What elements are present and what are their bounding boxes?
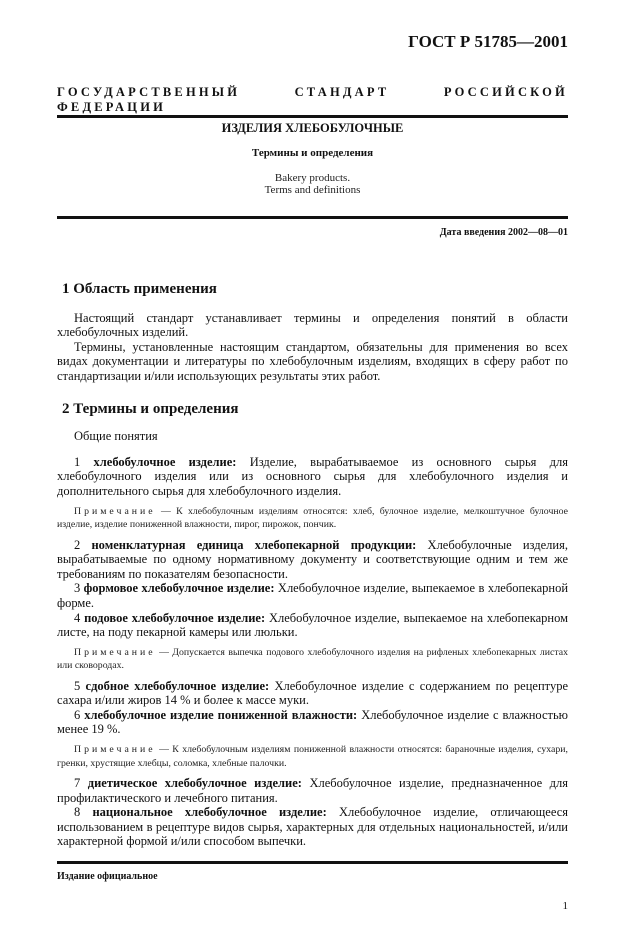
document-subtitle: Термины и определения — [251, 147, 374, 159]
term-list — [57, 455, 568, 849]
term-item — [57, 679, 568, 708]
note-text: — Допускается выпечка подового хлебобулочного изделия на рифленых хлебопекарных листах или сковородах. — [57, 646, 568, 672]
term-definition: Хлебобулочное изделие, выпекаемое в хлебопекарной форме. — [57, 581, 569, 610]
term-definition: Хлебобулочное изделие с содержанием по рецептуре сахара и/или жиров 14 % и более к массе муки. — [57, 678, 568, 708]
note-text: — К хлебобулочным изделиям относятся: хлеб, булочное изделие, мелкоштучное булочное изделие, изделие пониженной влажности, пирог, пирожок, пончик. — [57, 505, 568, 531]
term-definition: Хлебобулочное изделие, отличающееся использованием в рецептуре видов сырья, характерных для отдельных национальностей, и/или характерной формой и/или способом выпечки. — [57, 805, 568, 849]
term-definition: Хлебобулочное изделие, выпекаемое на хлебопекарном листе, на поду пекарной камеры или люльки. — [57, 610, 569, 640]
standard-code: ГОСТ Р 51785—2001 — [408, 32, 568, 51]
term-number: 5 — [74, 678, 81, 693]
document-title: ИЗДЕЛИЯ ХЛЕБОБУЛОЧНЫЕ — [221, 121, 404, 135]
group-heading: Общие понятия — [74, 429, 158, 444]
section-heading: 2 Термины и определения — [62, 400, 239, 417]
edition-label: Издание официальное — [57, 871, 158, 883]
note-text: — К хлебобулочным изделиям пониженной влажности относятся: бараночные изделия, сухари, гренки, хрустящие хлебцы, соломка, хлебные палочки. — [57, 744, 568, 769]
term-definition: Хлебобулочное изделие с влажностью менее 19 %. — [57, 707, 569, 737]
term-item — [57, 538, 568, 582]
term-number: 2 — [74, 537, 81, 552]
term-name: диетическое хлебобулочное изделие: — [87, 776, 302, 791]
term-item — [57, 776, 568, 805]
term-item — [57, 805, 568, 849]
term-item — [57, 611, 568, 640]
term-number: 3 — [74, 581, 81, 596]
term-number: 1 — [74, 454, 81, 469]
term-item — [57, 708, 568, 737]
paragraph: Настоящий стандарт устанавливает термины и определения понятий в области хлебобулочных изделий. — [57, 310, 568, 340]
term-name: формовое хлебобулочное изделие: — [83, 581, 275, 596]
term-name: национальное хлебобулочное изделие: — [92, 805, 327, 820]
page-number: 1 — [562, 900, 568, 913]
term-number: 7 — [74, 776, 81, 791]
term-number: 6 — [74, 707, 81, 722]
term-name: подовое хлебобулочное изделие: — [84, 610, 266, 625]
english-title-line2: Terms and definitions — [264, 184, 361, 196]
term-item — [57, 581, 568, 610]
english-title-line1: Bakery products. — [274, 172, 351, 184]
note-label: Примечание — [74, 646, 156, 658]
section-heading: 1 Область применения — [62, 281, 217, 297]
introduction-date: Дата введения 2002—08—01 — [439, 227, 568, 238]
term-number: 8 — [74, 805, 81, 820]
divider — [57, 861, 568, 864]
term-name: хлебобулочное изделие пониженной влажности: — [84, 707, 358, 722]
term-note — [57, 743, 568, 770]
term-note — [57, 646, 568, 673]
note-label: Примечание — [74, 744, 156, 756]
note-label: Примечание — [74, 505, 156, 517]
term-number: 4 — [74, 610, 81, 625]
term-definition: Хлебобулочное изделие, предназначенное для профилактического и лечебного питания. — [57, 776, 569, 805]
state-standard-heading: ГОСУДАРСТВЕННЫЙ СТАНДАРТ РОССИЙСКОЙ ФЕДЕРАЦИИ — [57, 85, 568, 114]
document-body — [57, 0, 568, 933]
section-terms — [57, 402, 568, 849]
term-item — [57, 455, 568, 499]
term-name: номенклатурная единица хлебопекарной продукции: — [91, 537, 417, 552]
term-note — [57, 505, 568, 532]
term-definition: Изделие, вырабатываемое из основного сырья для хлебобулочного изделия или из основного сырья для хлебобулочного изделия и дополнительного сырья для хлебобулочного изделия. — [57, 454, 569, 498]
paragraph: Термины, установленные настоящим стандартом, обязательны для применения во всех видах документации и литературы по хлебобулочным изделиям, входящих в сферу работ по стандартизации и/или использующих результаты этих работ. — [57, 339, 568, 383]
term-name: хлебобулочное изделие: — [93, 454, 237, 469]
section-scope — [57, 282, 568, 384]
term-definition: Хлебобулочные изделия, вырабатываемые по одному нормативному документу и соответствующие одним и тем же требованиям по показателям безопасности. — [57, 537, 568, 581]
term-name: сдобное хлебобулочное изделие: — [85, 678, 270, 693]
